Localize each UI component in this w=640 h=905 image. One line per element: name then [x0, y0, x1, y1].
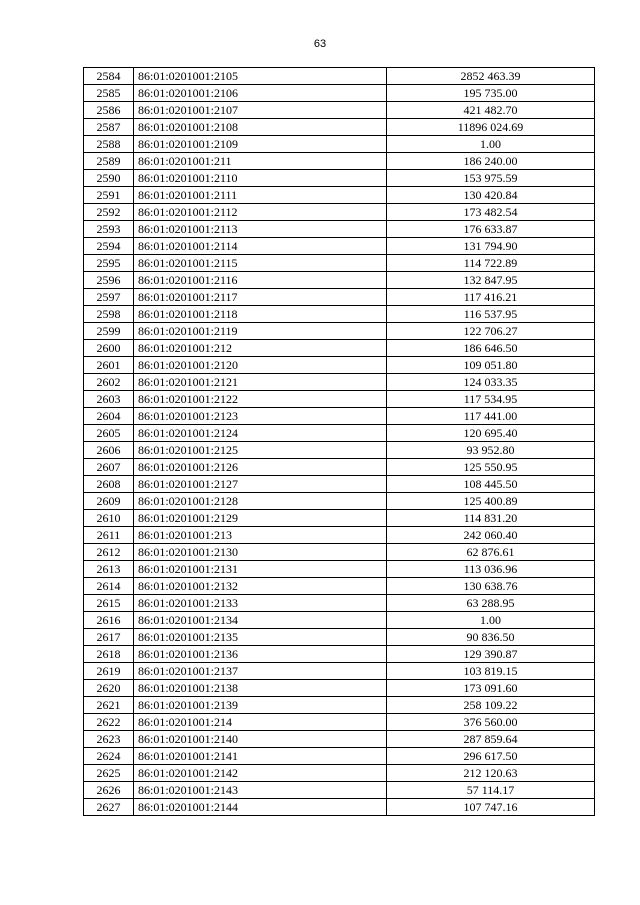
table-row: [84, 782, 595, 799]
row-number-cell: 2594: [84, 238, 134, 255]
table-row: [84, 799, 595, 816]
row-number-cell: 2592: [84, 204, 134, 221]
row-number-cell: 2623: [84, 731, 134, 748]
cadastral-value-cell: 132 847.95: [387, 272, 595, 289]
row-number-cell: 2587: [84, 119, 134, 136]
table-row: [84, 493, 595, 510]
cadastral-value-cell: 130 420.84: [387, 187, 595, 204]
cadastral-number-cell: 86:01:0201001:212: [134, 340, 387, 357]
table-row: [84, 306, 595, 323]
cadastral-number-cell: 86:01:0201001:2135: [134, 629, 387, 646]
cadastral-value-cell: 114 831.20: [387, 510, 595, 527]
cadastral-number-cell: 86:01:0201001:2105: [134, 68, 387, 85]
cadastral-number-cell: 86:01:0201001:2129: [134, 510, 387, 527]
cadastral-value-cell: 103 819.15: [387, 663, 595, 680]
cadastral-number-cell: 86:01:0201001:2117: [134, 289, 387, 306]
cadastral-number-cell: 86:01:0201001:2106: [134, 85, 387, 102]
row-number-cell: 2600: [84, 340, 134, 357]
cadastral-value-cell: 242 060.40: [387, 527, 595, 544]
table-row: [84, 425, 595, 442]
row-number-cell: 2585: [84, 85, 134, 102]
row-number-cell: 2606: [84, 442, 134, 459]
cadastral-value-table: [83, 67, 595, 816]
row-number-cell: 2595: [84, 255, 134, 272]
table-row: [84, 136, 595, 153]
table-row: [84, 391, 595, 408]
row-number-cell: 2593: [84, 221, 134, 238]
table-row: [84, 765, 595, 782]
table-row: [84, 102, 595, 119]
cadastral-value-cell: 124 033.35: [387, 374, 595, 391]
row-number-cell: 2598: [84, 306, 134, 323]
table-row: [84, 357, 595, 374]
row-number-cell: 2591: [84, 187, 134, 204]
cadastral-value-cell: 1.00: [387, 136, 595, 153]
table-row: [84, 272, 595, 289]
row-number-cell: 2601: [84, 357, 134, 374]
cadastral-value-cell: 195 735.00: [387, 85, 595, 102]
cadastral-number-cell: 86:01:0201001:211: [134, 153, 387, 170]
cadastral-number-cell: 86:01:0201001:214: [134, 714, 387, 731]
row-number-cell: 2617: [84, 629, 134, 646]
cadastral-value-cell: 296 617.50: [387, 748, 595, 765]
table-row: [84, 204, 595, 221]
row-number-cell: 2607: [84, 459, 134, 476]
row-number-cell: 2611: [84, 527, 134, 544]
row-number-cell: 2621: [84, 697, 134, 714]
cadastral-number-cell: 86:01:0201001:2139: [134, 697, 387, 714]
cadastral-value-cell: 421 482.70: [387, 102, 595, 119]
cadastral-number-cell: 86:01:0201001:2140: [134, 731, 387, 748]
cadastral-number-cell: 86:01:0201001:213: [134, 527, 387, 544]
cadastral-number-cell: 86:01:0201001:2112: [134, 204, 387, 221]
row-number-cell: 2620: [84, 680, 134, 697]
cadastral-value-cell: 173 482.54: [387, 204, 595, 221]
row-number-cell: 2625: [84, 765, 134, 782]
cadastral-number-cell: 86:01:0201001:2136: [134, 646, 387, 663]
cadastral-value-cell: 173 091.60: [387, 680, 595, 697]
table-row: [84, 289, 595, 306]
cadastral-value-cell: 1.00: [387, 612, 595, 629]
row-number-cell: 2584: [84, 68, 134, 85]
cadastral-value-cell: 11896 024.69: [387, 119, 595, 136]
table-row: [84, 170, 595, 187]
cadastral-value-cell: 212 120.63: [387, 765, 595, 782]
row-number-cell: 2613: [84, 561, 134, 578]
table-row: [84, 714, 595, 731]
cadastral-value-cell: 63 288.95: [387, 595, 595, 612]
cadastral-value-cell: 287 859.64: [387, 731, 595, 748]
cadastral-value-cell: 186 646.50: [387, 340, 595, 357]
table-row: [84, 221, 595, 238]
cadastral-number-cell: 86:01:0201001:2137: [134, 663, 387, 680]
cadastral-value-cell: 186 240.00: [387, 153, 595, 170]
table-row: [84, 153, 595, 170]
table-row: [84, 119, 595, 136]
table-row: [84, 663, 595, 680]
table-row: [84, 680, 595, 697]
cadastral-number-cell: 86:01:0201001:2110: [134, 170, 387, 187]
cadastral-value-cell: 153 975.59: [387, 170, 595, 187]
table-row: [84, 459, 595, 476]
row-number-cell: 2596: [84, 272, 134, 289]
cadastral-value-cell: 108 445.50: [387, 476, 595, 493]
table-row: [84, 578, 595, 595]
cadastral-number-cell: 86:01:0201001:2114: [134, 238, 387, 255]
row-number-cell: 2609: [84, 493, 134, 510]
cadastral-number-cell: 86:01:0201001:2121: [134, 374, 387, 391]
table-row: [84, 255, 595, 272]
row-number-cell: 2599: [84, 323, 134, 340]
table-row: [84, 748, 595, 765]
row-number-cell: 2597: [84, 289, 134, 306]
cadastral-number-cell: 86:01:0201001:2116: [134, 272, 387, 289]
cadastral-number-cell: 86:01:0201001:2131: [134, 561, 387, 578]
row-number-cell: 2627: [84, 799, 134, 816]
cadastral-number-cell: 86:01:0201001:2143: [134, 782, 387, 799]
row-number-cell: 2602: [84, 374, 134, 391]
cadastral-value-cell: 114 722.89: [387, 255, 595, 272]
table-row: [84, 697, 595, 714]
table-row: [84, 612, 595, 629]
cadastral-number-cell: 86:01:0201001:2127: [134, 476, 387, 493]
cadastral-number-cell: 86:01:0201001:2120: [134, 357, 387, 374]
page-number: 63: [313, 38, 327, 50]
row-number-cell: 2612: [84, 544, 134, 561]
cadastral-value-cell: 131 794.90: [387, 238, 595, 255]
row-number-cell: 2589: [84, 153, 134, 170]
table-row: [84, 238, 595, 255]
row-number-cell: 2608: [84, 476, 134, 493]
cadastral-value-cell: 107 747.16: [387, 799, 595, 816]
table-row: [84, 629, 595, 646]
table-row: [84, 731, 595, 748]
cadastral-value-cell: 117 441.00: [387, 408, 595, 425]
table-row: [84, 340, 595, 357]
cadastral-number-cell: 86:01:0201001:2138: [134, 680, 387, 697]
table-row: [84, 510, 595, 527]
cadastral-value-cell: 62 876.61: [387, 544, 595, 561]
cadastral-value-cell: 120 695.40: [387, 425, 595, 442]
cadastral-value-cell: 93 952.80: [387, 442, 595, 459]
cadastral-value-cell: 2852 463.39: [387, 68, 595, 85]
row-number-cell: 2588: [84, 136, 134, 153]
cadastral-number-cell: 86:01:0201001:2118: [134, 306, 387, 323]
cadastral-value-cell: 122 706.27: [387, 323, 595, 340]
cadastral-value-cell: 130 638.76: [387, 578, 595, 595]
cadastral-value-cell: 176 633.87: [387, 221, 595, 238]
table-row: [84, 527, 595, 544]
cadastral-value-cell: 90 836.50: [387, 629, 595, 646]
table-row: [84, 68, 595, 85]
row-number-cell: 2618: [84, 646, 134, 663]
table-row: [84, 595, 595, 612]
cadastral-number-cell: 86:01:0201001:2142: [134, 765, 387, 782]
cadastral-number-cell: 86:01:0201001:2109: [134, 136, 387, 153]
row-number-cell: 2610: [84, 510, 134, 527]
row-number-cell: 2604: [84, 408, 134, 425]
table-row: [84, 408, 595, 425]
cadastral-number-cell: 86:01:0201001:2141: [134, 748, 387, 765]
row-number-cell: 2586: [84, 102, 134, 119]
cadastral-number-cell: 86:01:0201001:2111: [134, 187, 387, 204]
cadastral-number-cell: 86:01:0201001:2124: [134, 425, 387, 442]
cadastral-value-cell: 116 537.95: [387, 306, 595, 323]
row-number-cell: 2622: [84, 714, 134, 731]
cadastral-number-cell: 86:01:0201001:2133: [134, 595, 387, 612]
cadastral-number-cell: 86:01:0201001:2115: [134, 255, 387, 272]
row-number-cell: 2615: [84, 595, 134, 612]
cadastral-number-cell: 86:01:0201001:2125: [134, 442, 387, 459]
cadastral-number-cell: 86:01:0201001:2144: [134, 799, 387, 816]
table-row: [84, 442, 595, 459]
row-number-cell: 2614: [84, 578, 134, 595]
cadastral-number-cell: 86:01:0201001:2107: [134, 102, 387, 119]
cadastral-number-cell: 86:01:0201001:2134: [134, 612, 387, 629]
table-row: [84, 187, 595, 204]
table-row: [84, 544, 595, 561]
cadastral-value-cell: 125 400.89: [387, 493, 595, 510]
cadastral-number-cell: 86:01:0201001:2113: [134, 221, 387, 238]
row-number-cell: 2626: [84, 782, 134, 799]
table-row: [84, 476, 595, 493]
row-number-cell: 2619: [84, 663, 134, 680]
cadastral-value-cell: 129 390.87: [387, 646, 595, 663]
cadastral-number-cell: 86:01:0201001:2130: [134, 544, 387, 561]
cadastral-value-cell: 125 550.95: [387, 459, 595, 476]
table-row: [84, 374, 595, 391]
table-body: [84, 68, 595, 816]
row-number-cell: 2603: [84, 391, 134, 408]
row-number-cell: 2605: [84, 425, 134, 442]
cadastral-number-cell: 86:01:0201001:2132: [134, 578, 387, 595]
cadastral-value-cell: 117 534.95: [387, 391, 595, 408]
row-number-cell: 2624: [84, 748, 134, 765]
cadastral-value-cell: 258 109.22: [387, 697, 595, 714]
cadastral-number-cell: 86:01:0201001:2128: [134, 493, 387, 510]
cadastral-number-cell: 86:01:0201001:2108: [134, 119, 387, 136]
table-row: [84, 561, 595, 578]
table-row: [84, 85, 595, 102]
cadastral-number-cell: 86:01:0201001:2123: [134, 408, 387, 425]
cadastral-value-cell: 109 051.80: [387, 357, 595, 374]
cadastral-value-cell: 113 036.96: [387, 561, 595, 578]
table-row: [84, 646, 595, 663]
cadastral-number-cell: 86:01:0201001:2122: [134, 391, 387, 408]
cadastral-number-cell: 86:01:0201001:2126: [134, 459, 387, 476]
cadastral-number-cell: 86:01:0201001:2119: [134, 323, 387, 340]
cadastral-value-cell: 376 560.00: [387, 714, 595, 731]
row-number-cell: 2590: [84, 170, 134, 187]
cadastral-value-cell: 57 114.17: [387, 782, 595, 799]
cadastral-value-cell: 117 416.21: [387, 289, 595, 306]
table-row: [84, 323, 595, 340]
row-number-cell: 2616: [84, 612, 134, 629]
